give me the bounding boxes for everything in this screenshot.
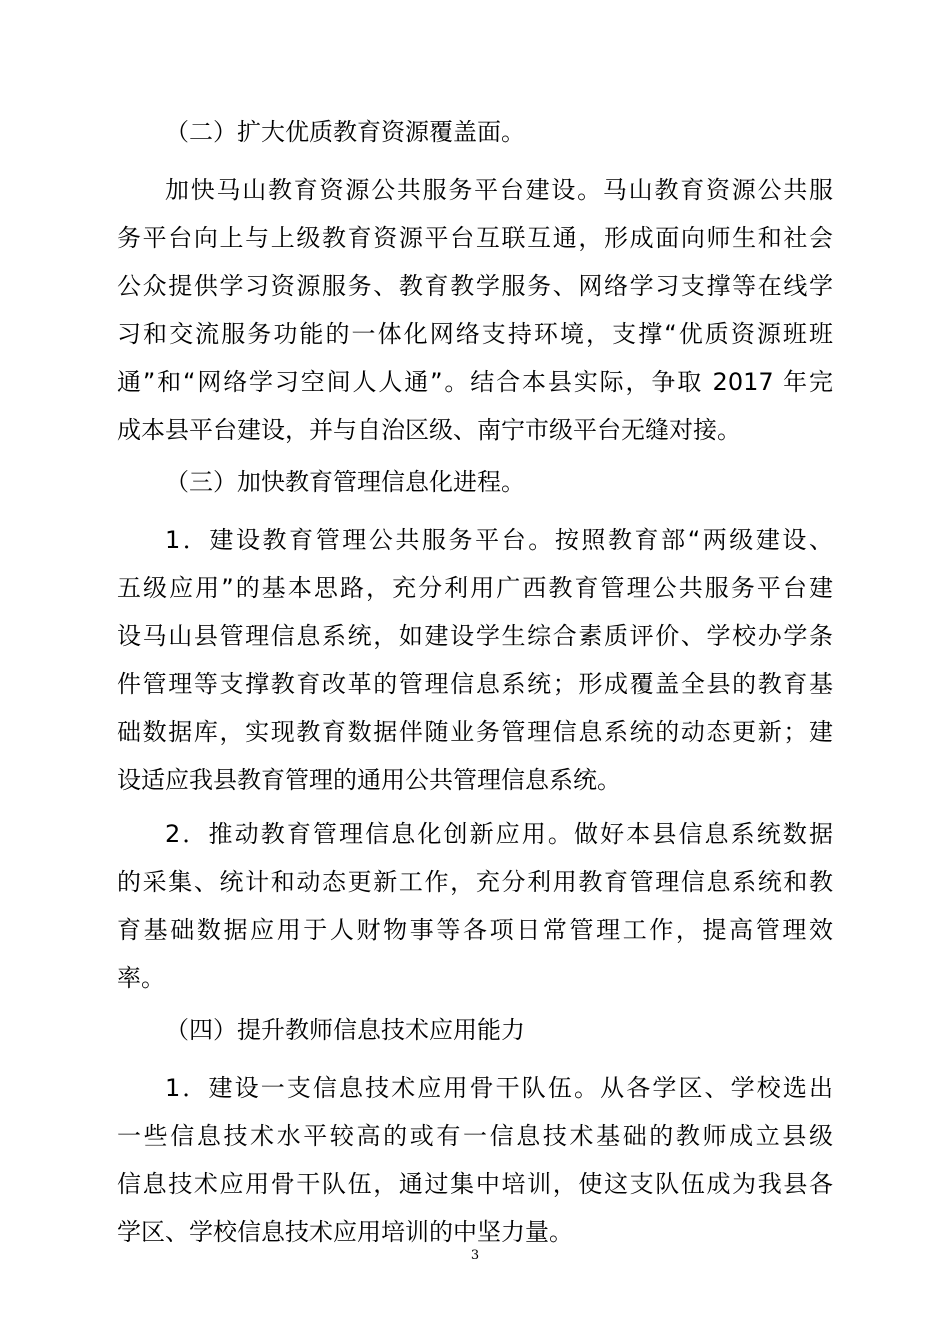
paragraph-line: 习和交流服务功能的一体化网络支持环境，支撑“优质资源班班 xyxy=(117,320,833,348)
paragraph-line: 1．建设教育管理公共服务平台。按照教育部“两级建设、 xyxy=(165,526,833,554)
paragraph-line: 育基础数据应用于人财物事等各项日常管理工作，提高管理效 xyxy=(117,916,833,944)
paragraph-line: 率。 xyxy=(117,964,165,992)
paragraph xyxy=(117,810,833,1002)
paragraph-line: 成本县平台建设，并与自治区级、南宁市级平台无缝对接。 xyxy=(117,416,741,444)
paragraph-line: 信息技术应用骨干队伍，通过集中培训，使这支队伍成为我县各 xyxy=(117,1170,833,1198)
paragraph xyxy=(117,1064,833,1256)
section-heading: （四）提升教师信息技术应用能力 xyxy=(165,1016,525,1044)
paragraph-line: 1．建设一支信息技术应用骨干队伍。从各学区、学校选出 xyxy=(165,1074,833,1102)
paragraph-line: 设适应我县教育管理的通用公共管理信息系统。 xyxy=(117,766,621,794)
paragraph-line: 公众提供学习资源服务、教育教学服务、网络学习支撑等在线学 xyxy=(117,272,833,300)
paragraph-line: 务平台向上与上级教育资源平台互联互通，形成面向师生和社会 xyxy=(117,224,833,252)
section-heading: （三）加快教育管理信息化进程。 xyxy=(165,468,525,496)
paragraph-line: 础数据库，实现教育数据伴随业务管理信息系统的动态更新；建 xyxy=(117,718,833,746)
paragraph-line: 设马山县管理信息系统，如建设学生综合素质评价、学校办学条 xyxy=(117,622,833,650)
document-body xyxy=(117,104,833,1256)
paragraph-line: 五级应用”的基本思路，充分利用广西教育管理公共服务平台建 xyxy=(117,574,833,602)
paragraph xyxy=(117,516,833,804)
section-heading: （二）扩大优质教育资源覆盖面。 xyxy=(165,118,525,146)
page-number: 3 xyxy=(470,1248,480,1263)
paragraph-line: 通”和“网络学习空间人人通”。结合本县实际，争取 2017 年完 xyxy=(117,368,833,396)
paragraph-line: 一些信息技术水平较高的或有一信息技术基础的教师成立县级 xyxy=(117,1122,833,1150)
paragraph xyxy=(117,166,833,454)
paragraph-line: 加快马山教育资源公共服务平台建设。马山教育资源公共服 xyxy=(165,176,833,204)
paragraph-line: 学区、学校信息技术应用培训的中坚力量。 xyxy=(117,1218,573,1246)
paragraph-line: 的采集、统计和动态更新工作，充分利用教育管理信息系统和教 xyxy=(117,868,833,896)
paragraph-line: 件管理等支撑教育改革的管理信息系统；形成覆盖全县的教育基 xyxy=(117,670,833,698)
paragraph-line: 2．推动教育管理信息化创新应用。做好本县信息系统数据 xyxy=(165,820,833,848)
